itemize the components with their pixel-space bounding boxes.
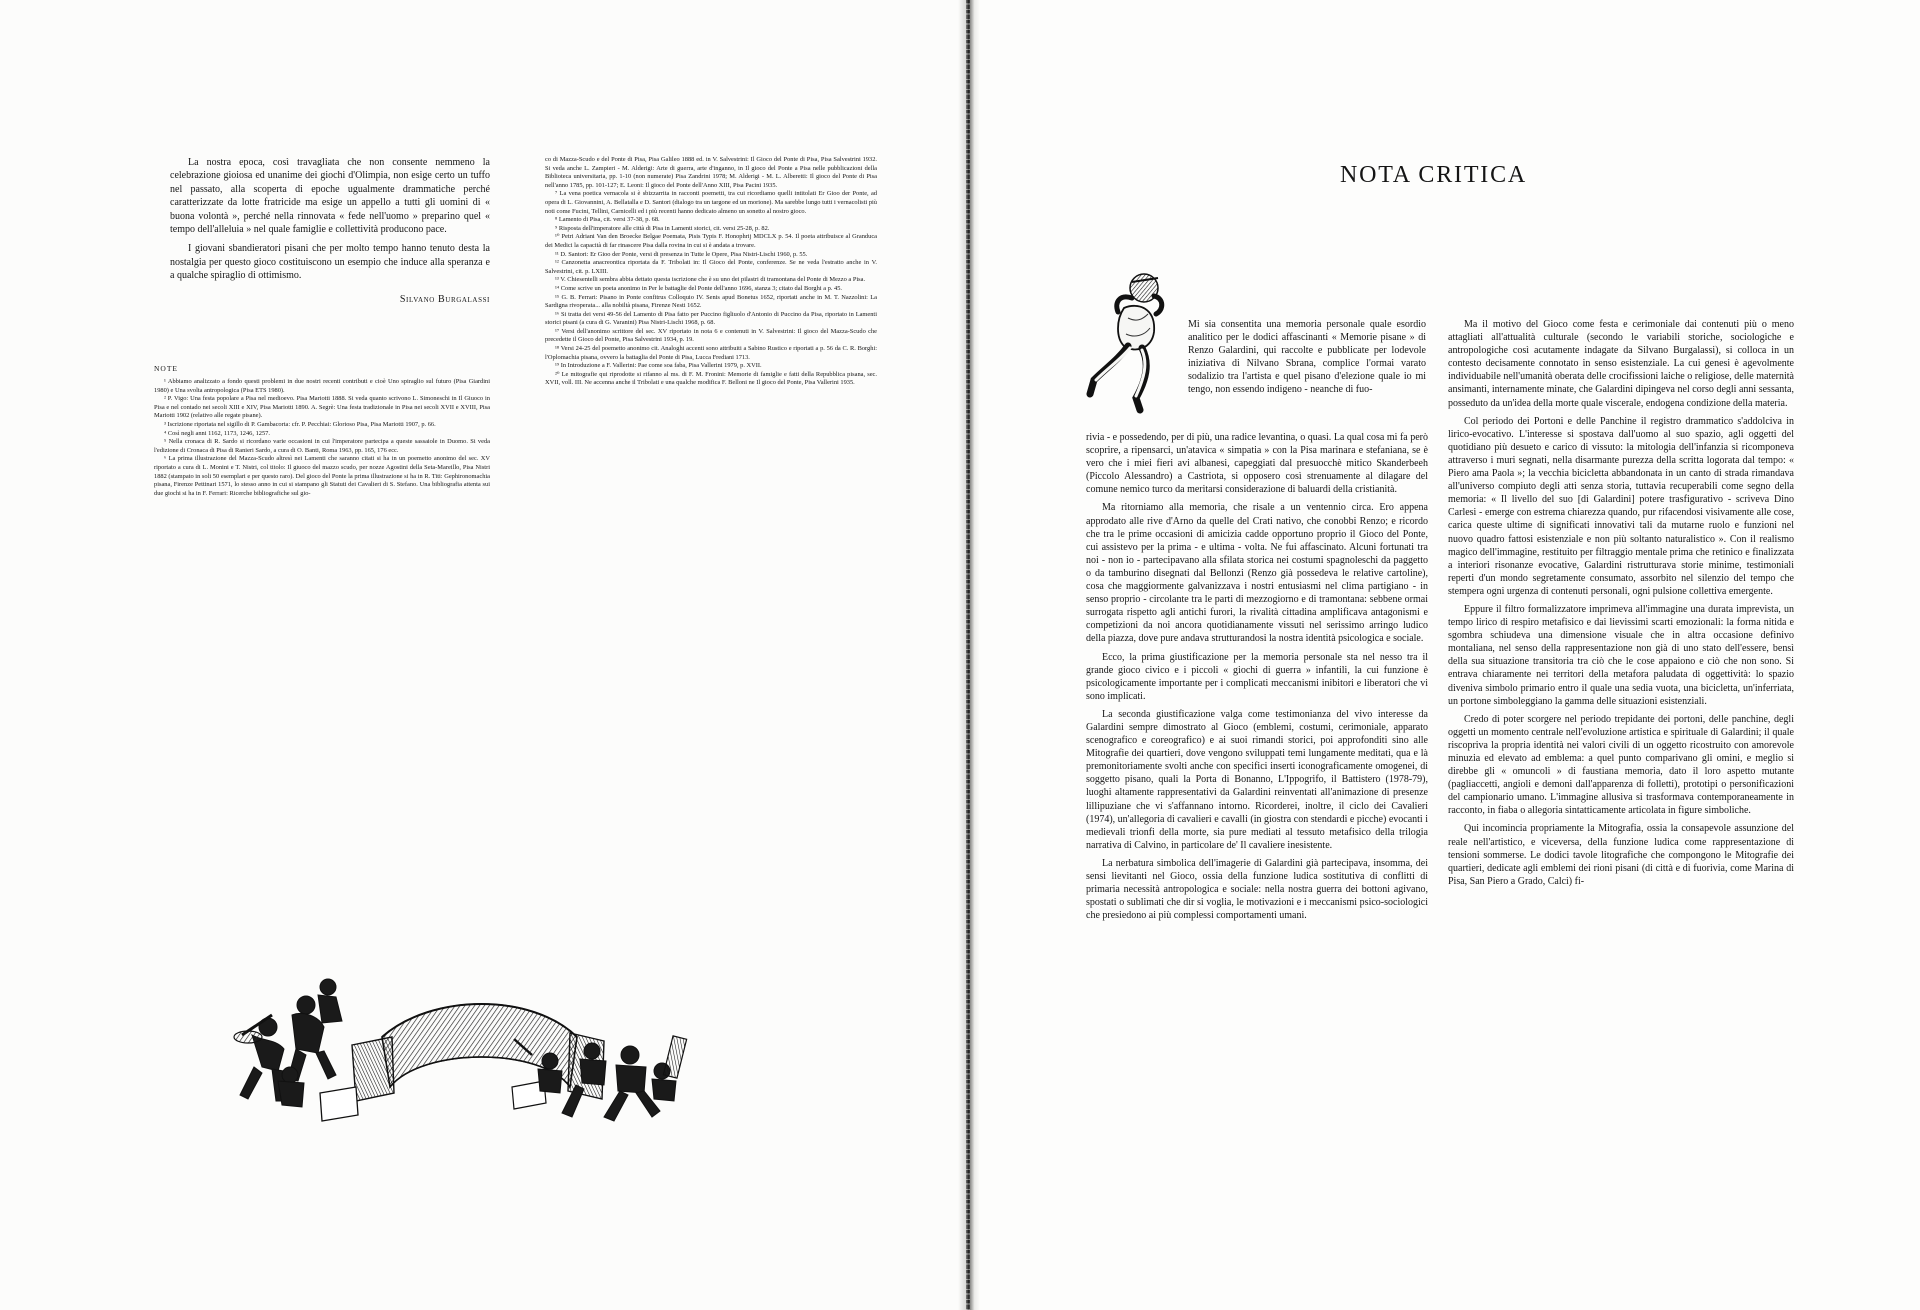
note-10: ¹⁰ Petri Adriani Van den Broecke Belgae Poemata, Pisis Typis F. Honophrij MDCLX p. 54. Il poeta attribuisce al Granduca dei Medici la capacità di far rinascere Pisa dalla rovina in cui si è andata a trovare. (545, 233, 877, 249)
note-7: ⁷ La vena poetica vernacola si è sbizzarrita in racconti poemetti, tra cui ricordiamo quelli intitolati Er Gioo der Ponte, ad opera di L. Giovannini, A. Bellatalla e D. Santori (dialogo tra un targone ed un morione). Ma sarebbe lungo tutti i vernacolisti più noti come Fucini, Tellini, Carnicelli ed i più recenti hanno dedicato almeno un sonetto al nostro gioco. (545, 190, 877, 215)
note-4: ⁴ Così negli anni 1162, 1173, 1246, 1257. (164, 429, 270, 437)
intro-paragraph-2: I giovani sbandieratori pisani che per molto tempo hanno tenuto desta la nostalgia per questo gioco costituiscono un esempio che induce alla speranza e a qualche spiraglio di ottimismo. (170, 243, 490, 282)
note-13: ¹³ V. Chiesentelli sembra abbia dettato questa iscrizione che è su uno dei pilastri di tramontana del Ponte di Mezzo a Pisa. (555, 276, 866, 284)
notes-column-a (154, 378, 490, 590)
note-9: ⁹ Risposta dell'imperatore alle città di Pisa in Lamenti storici, cit. versi 25-28, p. 82. (555, 224, 770, 232)
note-14: ¹⁴ Come scrive un poeta anonimo in Per le battaglie del Ponte dell'anno 1696, stanza 3; citato dal Borghi a p. 45. (555, 284, 843, 292)
col-a-paragraph-4: La seconda giustificazione valga come testimonianza del vivo interesse da Galardini sempre dimostrato al Gioco (emblemi, costumi, cerimoniale, apparato scenografico e coreografico) e ai suoi rimandi storici, poi approfonditi sino alle Mitografie dei quartieri, dove vengono sviluppati temi lungamente meditati, qua e là premonitoriamente svolti anche con specifici inserti iconograficamente omogenei, di soggetto pisano, quali la Porta di Bonanno, L'Ippogrifo, il Battistero (1978-79), luoghi altamente rappresentativi da Galardini reinventati all'animazione di presenze lillipuziane che vi s'affannano intorno. Ricorderei, inoltre, il ciclo dei Cavalieri (1974), un'allegoria di cavalieri e cavalli (in giostra con stendardi e picche) evocanti i medievali trionfi della morte, sia pure mediati al tessuto metafisico della trilogia narrativa di Calvino, in particolare de' Il cavaliere inesistente. (1086, 708, 1428, 851)
note-6-continued: co di Mazza-Scudo e del Ponte di Pisa, Pisa Galileo 1888 ed. in V. Salvestrini: Il Gioco del Ponte di Pisa, Pisa Salvestrini 1932. Si veda anche L. Zampieri - M. Alderigi: Arte di guerra, arte d'inganno, in Il gioco del Ponte a Pisa nelle pubblicazioni della Biblioteca universitaria, pp. 1-10 (non numerate) Pisa Zandrini 1978; M. Alderigi - M. L. Alberetti: Il gioco del Ponte di Pisa nell'anno 1785, pp. 101-127; E. Leoni: Il gioco del Ponte dell'Anno XIII, Pisa Pacini 1935. (545, 156, 877, 189)
running-putto-illustration (1080, 268, 1184, 418)
col-b-paragraph-4: Credo di poter scorgere nel periodo trepidante dei portoni, delle panchine, degli oggetti un momento centrale nell'evoluzione artistica e spirituale di Galardini; il quale riscopriva la propria identità nei valori civili di un oggetto ricostruito con amorevole minuzia ed elevato ad emblema: a quel punto comparivano gli omini, e meglio si direbbe gli « omuncoli » di faustiana memoria, dato il loro aspetto mutante (pagliaccetti, angioli e demoni dall'apparenza di folletti), prototipi o personificazioni del campionario umano. L'immagine allusiva si trasformava contemporaneamente in racconto, in fiaba o allegoria sintatticamente articolata in figure simboliche. (1448, 713, 1794, 817)
col-b-paragraph-3: Eppure il filtro formalizzatore imprimeva all'immagine una durata imprevista, un tempo lirico di respiro metafisico e dai lievissimi scarti emozionali: la forma nitida e sgombra schiudeva una dimensione visuale che in altra occasione definivo montaliana, nel senso della rappresentazione non già di uno stato dell'essere, bensì della sua situazione transitoria tra ciò che le cose appaiono e ciò che non sono. Si entrava chiaramente nei territori della metafora paludata di oggettività: lo spazio diveniva simbolo primario entro il quale una sedia vuota, una bicicletta, un'inferriata, un portone simboleggiano la gamma delle situazioni esistenziali. (1448, 603, 1794, 707)
author-signature: Silvano Burgalassi (399, 293, 490, 305)
page-title: NOTA CRITICA (1340, 162, 1528, 188)
note-5: ⁵ Nella cronaca di R. Sardo si ricordano varie occasioni in cui l'imperatore partecipa a queste sassaiole in Duomo. Si veda l'edizione di Cronaca di Pisa di Ranieri Sardo, a cura di O. Banti, Roma 1963, pp. 165, 176 ecc. (154, 438, 490, 454)
notes-column-b (545, 156, 877, 594)
intro-text (170, 156, 490, 306)
notes-heading: NOTE (154, 364, 178, 373)
note-17: ¹⁷ Versi dell'anonimo scrittore del sec. XV riportato in nota 6 e contenuti in V. Salvestrini: Il gioco del Mazza-Scudo che precedette il Gioco del Ponte, Pisa Salvestrini 1934, p. 19. (545, 327, 877, 344)
note-15: ¹⁵ G. B. Ferrari: Pisano in Ponte confitrus Colloquio IV. Senis apud Bonetus 1652, riportati anche in M. T. Nazzolini: La Sardigna rivoperata... alla nobiltà pisana, Firenze Nesti 1652. (545, 293, 877, 310)
note-11: ¹¹ D. Santori: Er Gioo der Ponte, versi di presenza in Tutte le Opere, Pisa Nistri-Lischi 1960, p. 55. (555, 250, 808, 258)
article-column-b (1448, 318, 1794, 1138)
gutter-shadow (966, 0, 970, 1310)
col-a-paragraph-1: rivia - e possedendo, per di più, una radice levantina, o quasi. La qual cosa mi fa però scoprire, a ripensarci, un'atavica « simpatia » con la Pisa marinara e stefaniana, se è vero che i miei fieri avi albanesi, capeggiati dal presuocchè mitico Skanderbeeh (Piccolo Alessandro) a Castriota, si opposero così strenuamente al dilagare del comune nemico turco da meritarsi considerazione di baluardi della cristianità. (1086, 432, 1428, 496)
note-19: ¹⁹ In Introduzione a F. Vallerini: Pae come soa faba, Pisa Vallerini 1979, p. XVII. (555, 362, 762, 370)
note-8: ⁸ Lamento di Pisa, cit. versi 37-38, p. 68. (555, 216, 660, 224)
note-1: ¹ Abbiamo analizzato a fondo questi problemi in due nostri recenti contributi e cioè Uno spiraglio sul futuro (Pisa Giardini 1980) e Una svolta antropologica (Pisa ETS 1980). (154, 378, 490, 394)
note-12: ¹² Canzonetta anacreontica riportata da F. Tribolati in: Il Gioco del Ponte, conferenze. Se ne veda l'estratto anche in V. Salvestrini, cit. p. LXIII. (545, 259, 877, 275)
col-b-paragraph-5: Qui incomincia propriamente la Mitografia, ossia la consapevole assunzione del reale nell'artistico, e viceversa, della funzione ludica come rappresentazione di tensioni sommerse. Le dodici tavole litografiche che compongono le Mitografie dei quartieri, dedicate agli emblemi dei rioni pisani (di città e di fuorivia, come Marina di Pisa, San Piero a Grado, Calci) fi- (1448, 823, 1794, 887)
note-16: ¹⁶ Si tratta dei versi 49-56 del Lamento di Pisa fatto per Puccino figliuolo d'Antonio di Puccino da Pisa, riportato in Lamenti storici pisani (a cura di G. Varanini) Pisa Nistri-Lischi 1968, p. 68. (545, 310, 877, 327)
col-a-paragraph-5: La nerbatura simbolica dell'imagerie di Galardini già partecipava, insomma, dei sensi lievitanti nel Gioco, ossia della funzione ludica sostitutiva di conflitti di primaria necessità antropologica e sociale: nella nostra guerra dei bottoni agivano, spostati o sublimati che dir si voglia, le motivazioni e i meccanismi psico-sociologici che presiedono ai più complessi comportamenti umani. (1086, 857, 1428, 922)
article-column-a (1086, 431, 1428, 1137)
note-20: ²⁰ Le mitografie qui riprodotte si rifanno al ms. di F. M. Fronini: Memorie di famiglie e fatti della Repubblica pisana, sec. XVII, voll. III. Ne accenna anche il Tribolati e una qualche modifica F. Belloni ne Il gioco del Ponte, Pisa Vallerini 1935. (545, 370, 877, 387)
note-2: ² P. Vigo: Una festa popolare a Pisa nel medioevo. Pisa Mariotti 1888. Si veda quanto scrivono L. Simoneschi in Il Giuoco in Pisa e nel contado nei secoli XIII e XIV, Pisa Mariotti 1890. A. Segrè: Una festa tradizionale in Pisa nei secoli XVII e XVIII, Pisa Mariotti 1902 (relativo alle regate pisane). (154, 395, 490, 420)
col-b-paragraph-2: Col periodo dei Portoni e delle Panchine il registro drammatico s'addolciva in lirico-evocativo. L'interesse si spostava dall'uomo al suo spazio, agli oggetti del quotidiano più desueto e carico di vissuto: la mitologia dell'infanzia si ricomponeva attraverso i muri segnati, nella disarmante purezza della scritta logorata dal tempo: « Piero ama Paola »; la vecchia bicicletta abbandonata in un canto di strada rimandava all'universo compiuto degli atti senza storia, tuttavia recuperabili come segno della memoria: « Il livello del suo [di Galardini] potere trasfigurativo - scriveva Dino Carlesi - emerge con estrema chiarezza quando, pur rifacendosi visivamente alle cose, carica queste ultime di significati innovativi tali da mutarne ruolo e funzioni nel nuovo quadro fattosi esistenziale e non più soltanto naturalistico ». Con il realismo magico dell'immagine, restituito per filtraggio mentale prima che retinico e finalizzata a interiori risonanze evocative, Galardini ristrutturava storie minime, testimoniali reperti d'un mondo segretamente consumato, assorbito nel silenzio del tempo che stempera ogni urgenza di contenuti personali, ogni pulsione collettiva emergente. (1448, 415, 1794, 597)
intro-paragraph-1: La nostra epoca, così travagliata che non consente nemmeno la celebrazione gioiosa ed unanime dei giochi d'Olimpia, non esige certo un tuffo nel passato, alla scoperta di epoche ugualmente drammatiche perché caratterizzate da lotte fratricide ma esige un appello a tutti gli uomini di « buona volontà », perché nella rinnovata « fede nell'uomo » preparino quel « tempo dell'alleluia » nel quale famiglie e collettività producono pace. (170, 157, 490, 236)
col-a-paragraph-2: Ma ritorniamo alla memoria, che risale a un ventennio circa. Ero appena approdato alle rive d'Arno da quelle del Crati nativo, che conobbi Renzo; e ricordo che tra le prime occasioni di amicizia cadde opportuno proprio il Gioco del Ponte, cui assistevo per la prima - e ultima - volta. Ne fui affascinato. Alcuni fortunati tra noi - non io - partecipavano alla sfilata storica nei costumi spagnoleschi da paggetto o da tamburino disegnati dal Bellonzi (Renzo già possedeva le relative cartoline), cosa che maggiormente galvanizzava i nostri entusiasmi nel clima partigiano - in senso proprio - circolante tra le parti di mezzogiorno e di tramontana: sebbene ormai surrogata rispetto agli antichi furori, la rivalità cittadina amplificava antagonismi e competizioni da noi ancora quotidianamente vissuti nel serissimo arringo ludico della piazza, dove pure andava strutturandosi la nostra identità psicologica e sociale. (1086, 502, 1428, 645)
bridge-battle-illustration (232, 975, 732, 1125)
col-b-paragraph-1: Ma il motivo del Gioco come festa e cerimoniale dai contenuti più o meno attagliati all'attualità culturale (secondo le variabili storiche, sociologiche e antropologiche così acutamente indagate da Silvano Burgalassi), si colloca in un contesto decisamente connotato in senso esistenziale. La cui genesi è agevolmente individuabile nell'umanità oberata delle crocifissioni laiche o religiose, delle maternità ansimanti, internamente minate, che Galardini dipingeva nel corso degli anni sessanta, posseduto da un'idea della morte quale viscerale, endogena condizione della materia. (1448, 319, 1794, 409)
article-opening: Mi sia consentita una memoria personale quale esordio analitico per le dodici affascinanti « Memorie pisane » di Renzo Galardini, qui raccolte e pubblicate per lodevole iniziativa di Nilvano Sbrana, complice l'ormai varato sodalizio tra l'artista e quel pisano d'elezione quale io mi tengo, non essendo indigeno - neanche di fuo- (1188, 319, 1426, 396)
note-18: ¹⁸ Versi 24-25 del poemetto anonimo cit. Analoghi accenti sono attribuiti a Sabino Rustico e riportati a p. 56 da C. R. Borghi: l'Oplomachia pisana, ovvero la battaglia del Ponte di Pisa, Lucca Frediani 1713. (545, 345, 877, 361)
col-a-paragraph-3: Ecco, la prima giustificazione per la memoria personale sta nel nesso tra il grande gioco civico e i piccoli « giochi di guerra » infantili, la cui funzione è psicologicamente importante per i complicati meccanismi inibitori e liberatori che vi sono implicati. (1086, 651, 1428, 702)
note-3: ³ Iscrizione riportata nel sigillo di P. Gambacorta: cfr. P. Pecchiai: Glorioso Pisa, Pisa Mariotti 1907, p. 66. (164, 420, 436, 428)
note-6: ⁶ La prima illustrazione del Mazza-Scudo altresì nei Lamenti che saranno citati si ha in un poemetto anonimo del sec. XV riportato a cura di L. Monini e T. Nistri, col titolo: Il giuoco del mazzo scudo, per nozze Agostini della Seta-Mareillo, Pisa Nistri 1882 (stampato in soli 50 esemplari e per questo raro). Del gioco del Ponte la prima illustrazione si ha in R. Titi: Gephironomachia pisana, Firenze Pettinari 1571, lo stesso anno in cui si stampano gli Statuti dei Cavalieri di S. Stefano. Una bibliografia attenta sui due giochi si ha in F. Ferrari: Ricerche bibliografiche sul gio- (154, 455, 490, 497)
